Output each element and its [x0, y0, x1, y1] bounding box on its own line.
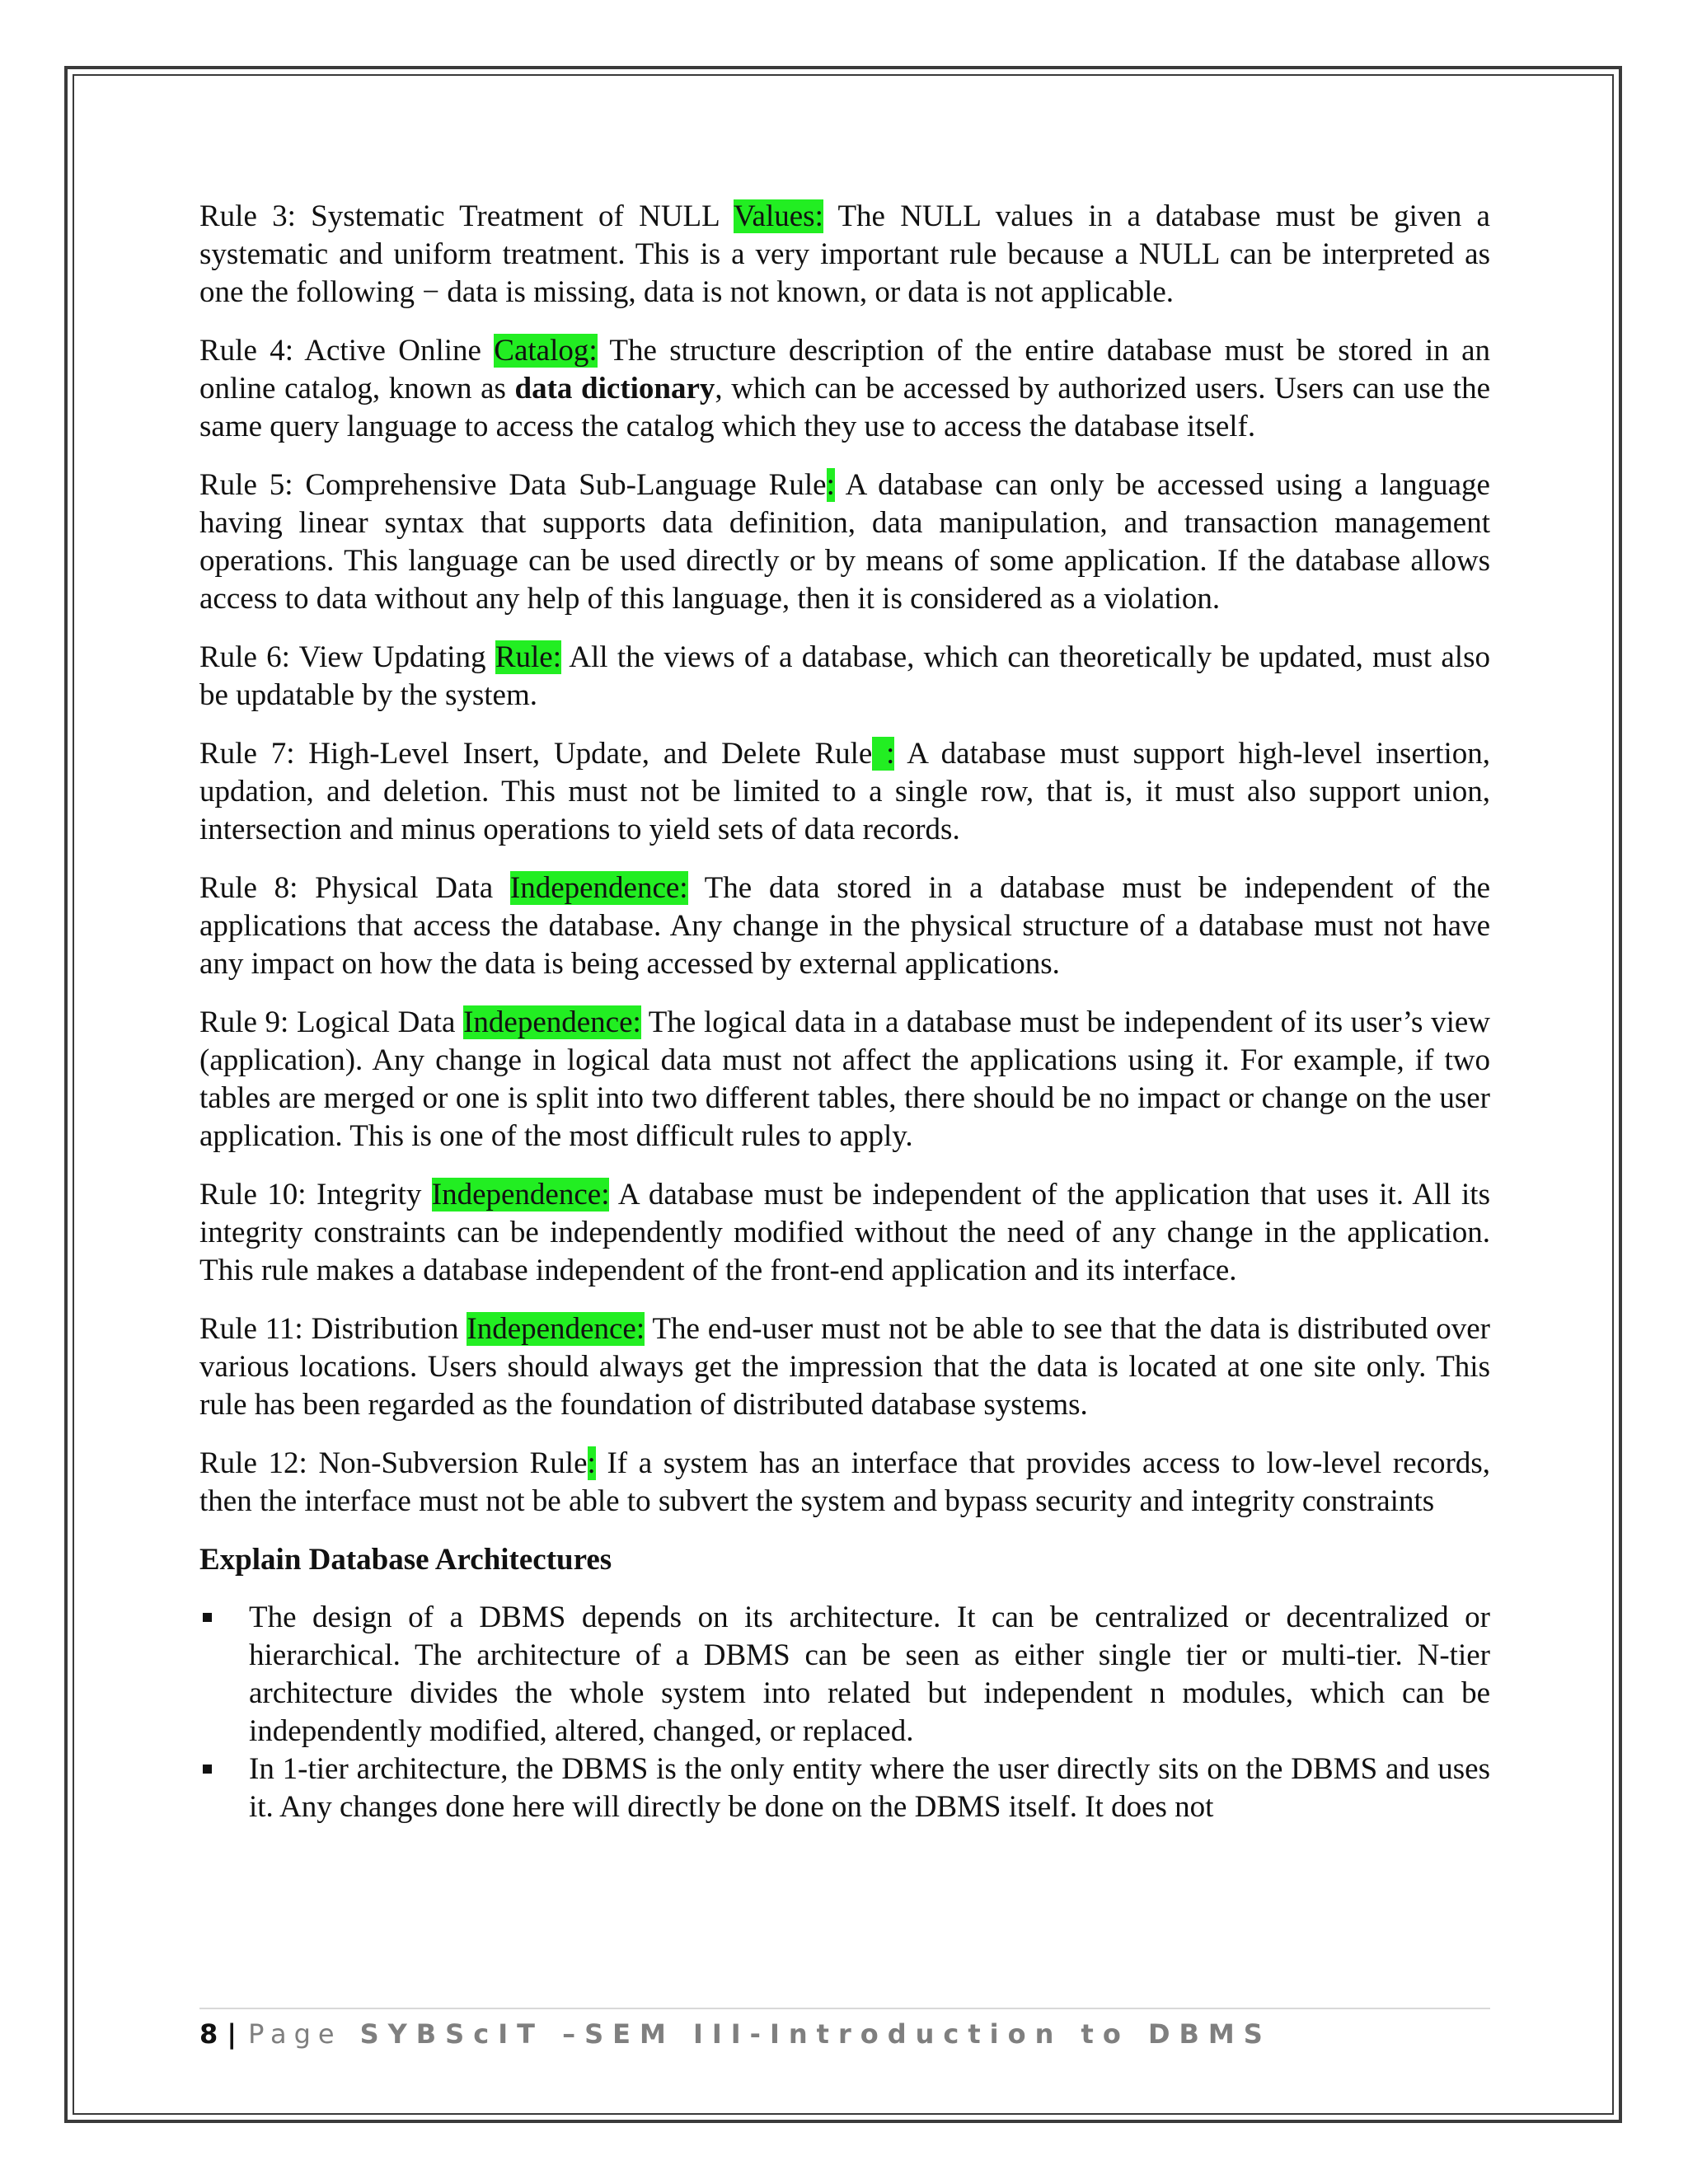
- rule-7-lead: Rule 7: High-Level Insert, Update, and Delete Rule: [199, 737, 873, 771]
- bullet-text: In 1-tier architecture, the DBMS is the only entity where the user directly sits on the DBMS and uses it. Any changes done here will directly be done on the DBMS itself. It does not: [249, 1752, 1490, 1824]
- rule-11-highlight: Independence:: [467, 1312, 645, 1346]
- rule-8-paragraph: [199, 869, 1490, 983]
- page-label: Page: [248, 2018, 342, 2050]
- section-heading: Explain Database Architectures: [199, 1543, 612, 1577]
- rule-8-body: The data stored in a database must be independent of the applications that access the database. Any change in the physical structure of a database must not have any impact on how the data is being accessed by external applications.: [199, 871, 1491, 981]
- rule-6-lead: Rule 6: View Updating: [199, 640, 495, 674]
- rule-12-lead: Rule 12: Non-Subversion Rule: [199, 1446, 588, 1480]
- rule-7-highlight: :: [872, 737, 895, 771]
- rule-7-paragraph: [199, 735, 1490, 849]
- rule-4-bold-term: data dictionary: [514, 372, 715, 405]
- rule-12-highlight: :: [587, 1446, 596, 1480]
- square-bullet-icon: [203, 1613, 212, 1622]
- rule-5-highlight: :: [826, 468, 835, 502]
- rule-9-paragraph: [199, 1004, 1490, 1155]
- rule-3-highlight: Values:: [733, 199, 823, 233]
- square-bullet-icon: [203, 1765, 212, 1774]
- document-body: [199, 198, 1490, 1826]
- rule-7-body: A database must support high-level insertion, updation, and deletion. This must not be limited to a single row, that is, it must also support union, intersection and minus operations to yield sets of data records.: [199, 737, 1490, 846]
- rule-8-highlight: Independence:: [509, 871, 688, 905]
- rule-11-lead: Rule 11: Distribution: [199, 1312, 467, 1346]
- rule-12-paragraph: [199, 1445, 1490, 1521]
- rule-12-body: If a system has an interface that provides access to low-level records, then the interface must not be able to subvert the system and bypass security and integrity constraints: [199, 1446, 1490, 1518]
- bullet-item: [199, 1599, 1490, 1750]
- page-number: 8 |: [199, 2018, 237, 2050]
- rule-9-lead: Rule 9: Logical Data: [199, 1005, 464, 1039]
- rule-6-body: All the views of a database, which can theoretically be updated, must also be updatable by the system.: [199, 640, 1490, 712]
- footer-divider: [199, 2008, 1490, 2009]
- rule-5-lead: Rule 5: Comprehensive Data Sub-Language Rule: [199, 468, 827, 502]
- rule-4-lead: Rule 4: Active Online: [199, 334, 495, 368]
- rule-10-highlight: Independence:: [431, 1178, 610, 1212]
- rule-3-paragraph: [199, 198, 1490, 312]
- rule-3-body: The NULL values in a database must be given a systematic and uniform treatment. This is a very important rule because a NULL can be interpreted as one the following − data is missing, data is not known, or data is not applicable.: [199, 199, 1490, 309]
- rule-11-paragraph: [199, 1310, 1490, 1424]
- rule-5-paragraph: [199, 466, 1490, 618]
- rule-10-paragraph: [199, 1176, 1490, 1290]
- architecture-bullet-list: [199, 1599, 1490, 1826]
- rule-10-lead: Rule 10: Integrity: [199, 1178, 432, 1212]
- rule-8-lead: Rule 8: Physical Data: [199, 871, 510, 905]
- page-footer: [199, 2016, 1490, 2052]
- rule-4-paragraph: [199, 332, 1490, 446]
- rule-4-highlight: Catalog:: [494, 334, 598, 368]
- rule-4-body-start: The structure description of the entire database must be stored in an online catalog, known as: [199, 334, 1491, 405]
- rule-11-body: The end-user must not be able to see that the data is distributed over various locations. Users should always get the impression that the data is located at one site only. This rule has been regarded as the foundation of distributed database systems.: [199, 1312, 1490, 1422]
- rule-3-lead: Rule 3: Systematic Treatment of NULL: [199, 199, 734, 233]
- rule-4-body: , which can be accessed by authorized users. Users can use the same query language to access the catalog which they use to access the database itself.: [199, 372, 1491, 443]
- rule-6-paragraph: [199, 639, 1490, 715]
- rule-9-body: The logical data in a database must be independent of its user’s view (application). Any change in logical data must not affect the applications using it. For example, if two tables are merged or one is split into two different tables, there should be no impact or change on the user application. This is one of the most difficult rules to apply.: [199, 1005, 1491, 1153]
- bullet-text: The design of a DBMS depends on its architecture. It can be centralized or decentralized or hierarchical. The architecture of a DBMS can be seen as either single tier or multi-tier. N-tier architecture divides the whole system into related but independent n modules, which can be independently modified, altered, changed, or replaced.: [249, 1601, 1490, 1748]
- rule-10-body: A database must be independent of the application that uses it. All its integrity constraints can be independently modified without the need of any change in the application. This rule makes a database independent of the front-end application and its interface.: [199, 1178, 1490, 1287]
- bullet-item: [199, 1750, 1490, 1826]
- rule-9-highlight: Independence:: [463, 1005, 641, 1039]
- rule-5-body: A database can only be accessed using a language having linear syntax that supports data definition, data manipulation, and transaction management operations. This language can be used directly or by means of some application. If the database allows access to data without any help of this language, then it is considered as a violation.: [199, 468, 1490, 616]
- rule-6-highlight: Rule:: [495, 640, 561, 674]
- footer-title: SYBScIT –SEM III-Introduction to DBMS: [359, 2018, 1272, 2050]
